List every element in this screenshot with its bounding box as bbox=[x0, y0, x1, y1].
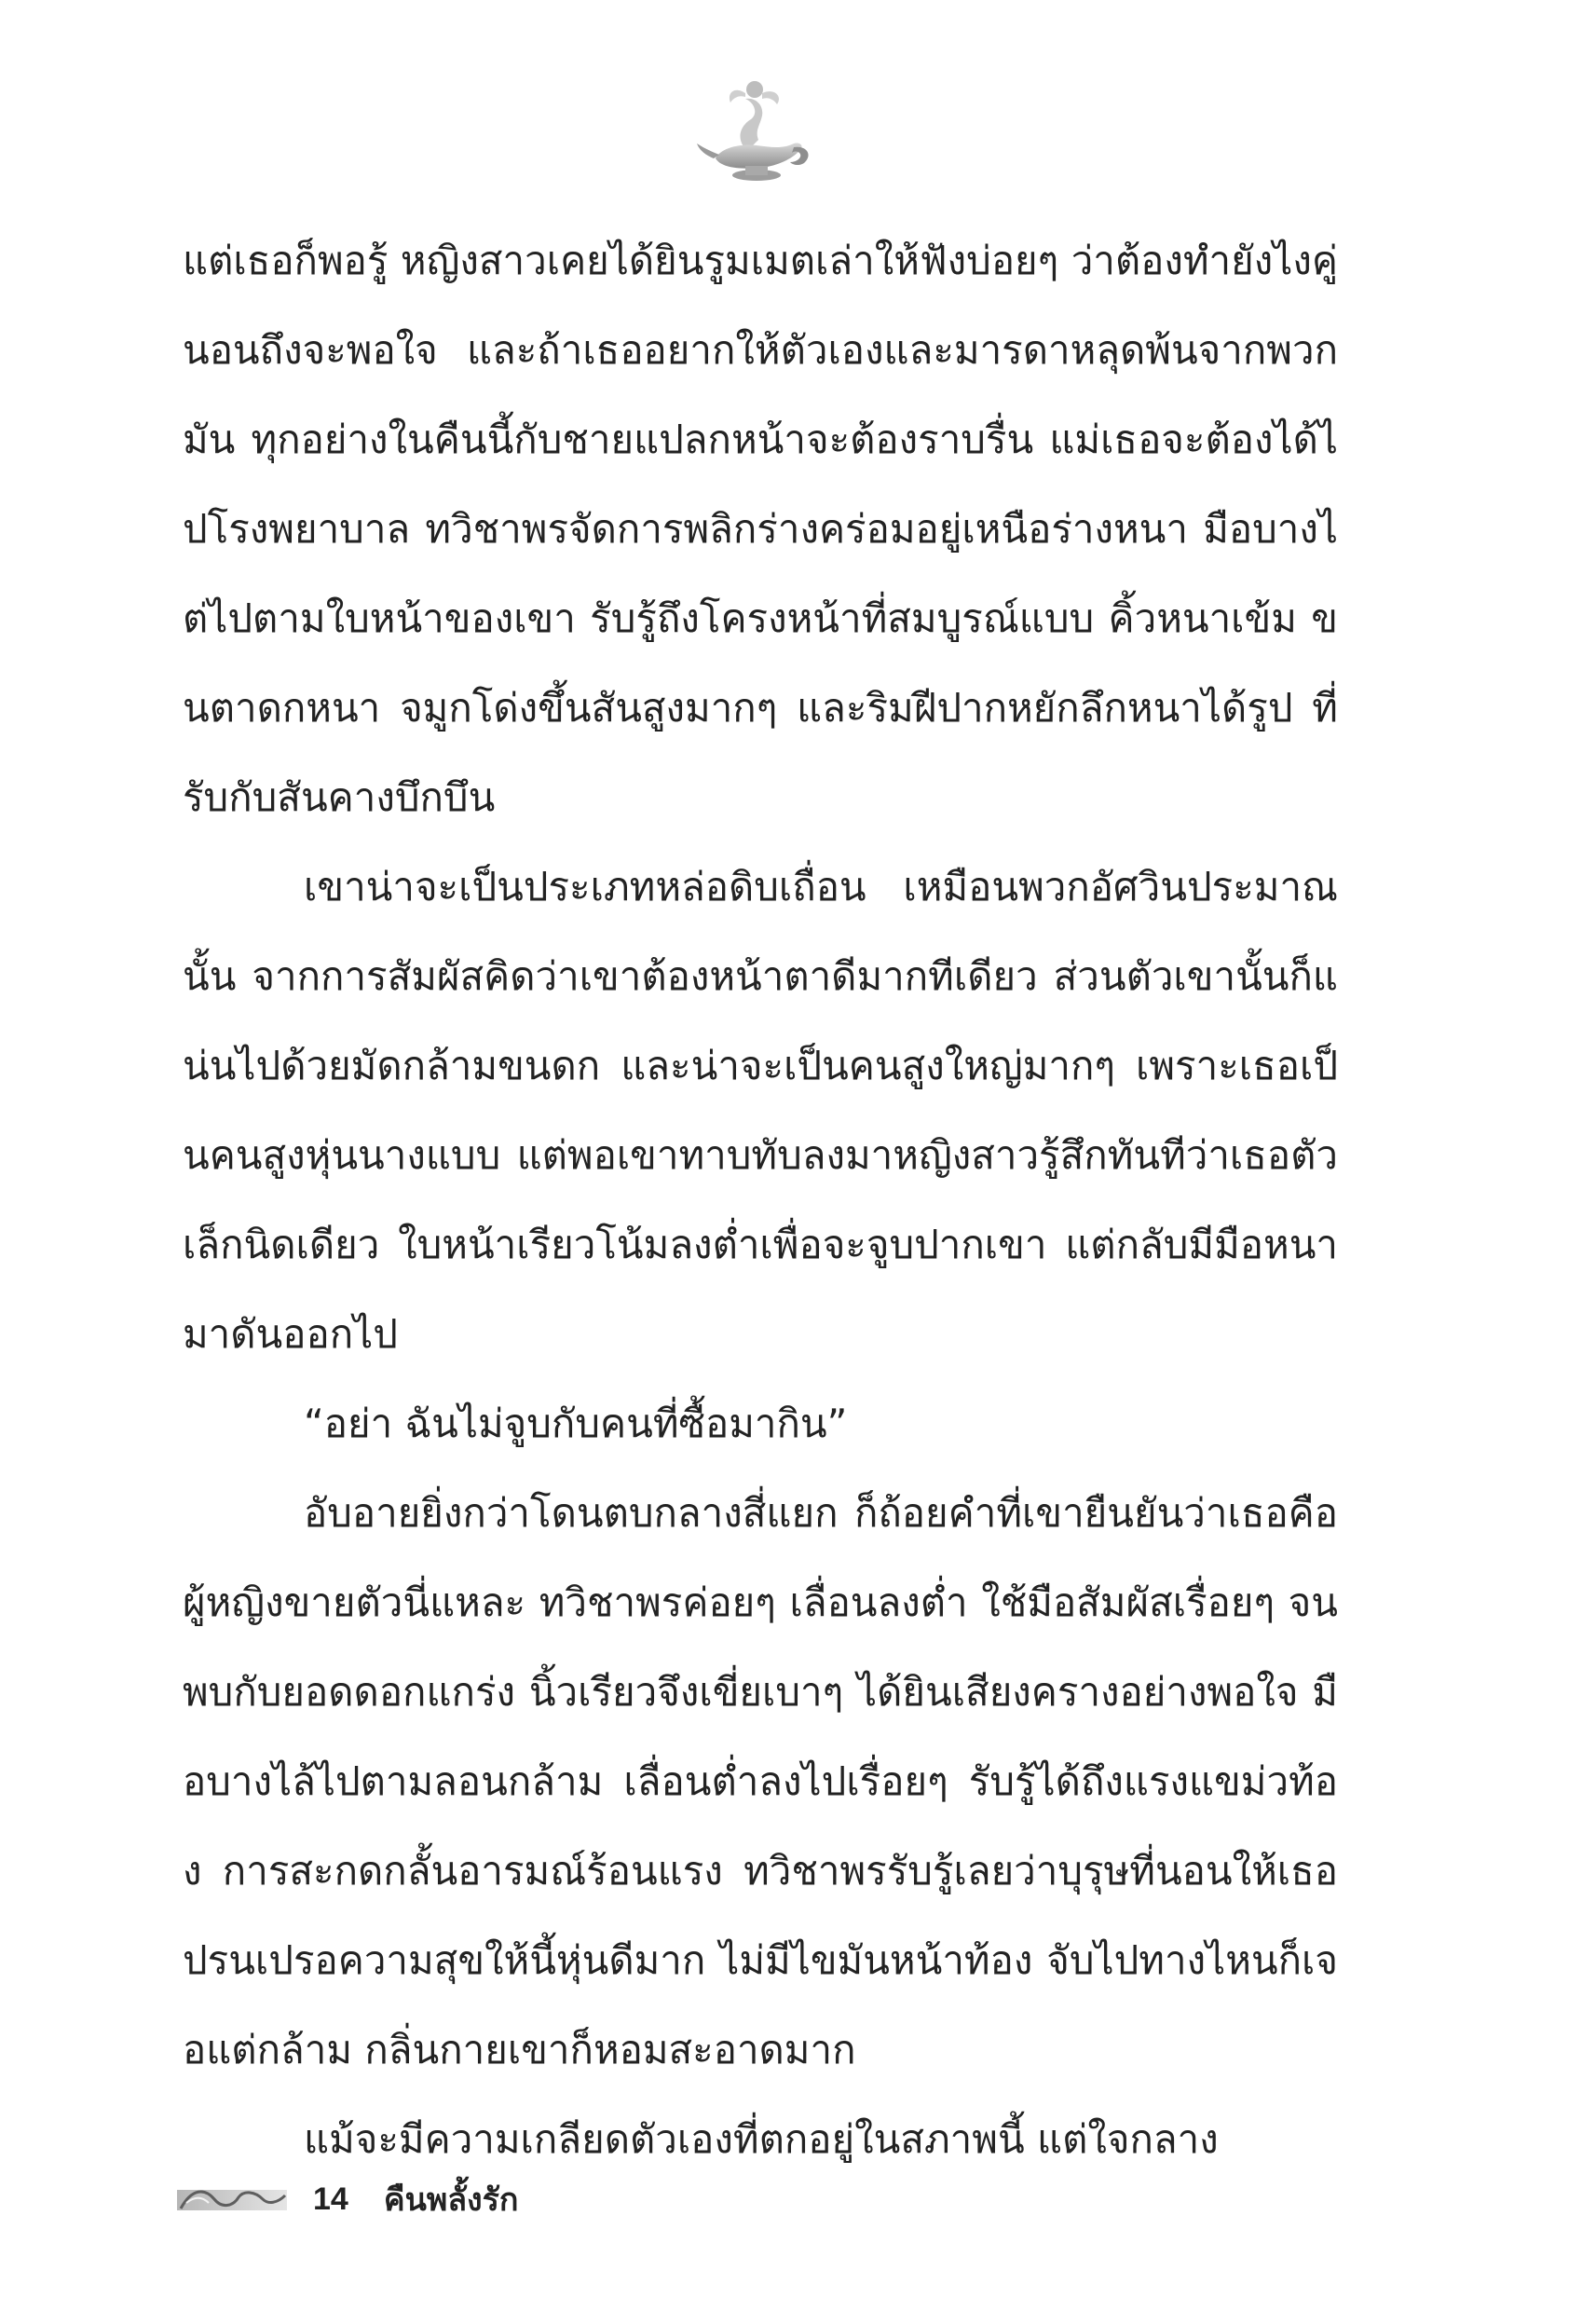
paragraph: เขาน่าจะเป็นประเภทหล่อดิบเถื่อน เหมือนพวกอัศวินประมาณนั้น จากการสัมผัสคิดว่าเขาต้องหน้าตาดีมากทีเดียว ส่วนตัวเขานั้นก็แน่นไปด้วยมัดกล้ามขนดก และน่าจะเป็นคนสูงใหญ่มากๆ เพราะเธอเป็นคนสูงหุ่นนางแบบ แต่พอเขาทาบทับลงมาหญิงสาวรู้สึกทันทีว่าเธอตัวเล็กนิดเดียว ใบหน้าเรียวโน้มลงต่ำเพื่อจะจูบปากเขา แต่กลับมีมือหนามาดันออกไป bbox=[183, 864, 1338, 1357]
paragraph: อับอายยิ่งกว่าโดนตบกลางสี่แยก ก็ถ้อยคำที่เขายืนยันว่าเธอคือผู้หญิงขายตัวนี่แหละ ทวิชาพรค่อยๆ เลื่อนลงต่ำ ใช้มือสัมผัสเรื่อยๆ จนพบกับยอดดอกแกร่ง นิ้วเรียวจึงเขี่ยเบาๆ ได้ยินเสียงครางอย่างพอใจ มือบางไล้ไปตามลอนกล้าม เลื่อนต่ำลงไปเรื่อยๆ รับรู้ได้ถึงแรงแขม่วท้อง การสะกดกลั้นอารมณ์ร้อนแรง ทวิชาพรรับรู้เลยว่าบุรุษที่นอนให้เธอปรนเปรอความสุขให้นี้หุ่นดีมาก ไม่มีไขมันหน้าท้อง จับไปทางไหนก็เจอแต่กล้าม กลิ่นกายเขาก็หอมสะอาดมาก bbox=[183, 1490, 1338, 2072]
body-text bbox=[183, 216, 1338, 2184]
paragraph: “อย่า ฉันไม่จูบกับคนที่ซื้อมากิน” bbox=[304, 1401, 848, 1446]
paragraph: แต่เธอก็พอรู้ หญิงสาวเคยได้ยินรูมเมตเล่าให้ฟังบ่อยๆ ว่าต้องทำยังไงคู่นอนถึงจะพอใจ และถ้าเธออยากให้ตัวเองและมารดาหลุดพ้นจากพวกมัน ทุกอย่างในคืนนี้กับชายแปลกหน้าจะต้องราบรื่น แม่เธอจะต้องได้ไปโรงพยาบาล ทวิชาพรจัดการพลิกร่างคร่อมอยู่เหนือร่างหนา มือบางไต่ไปตามใบหน้าของเขา รับรู้ถึงโครงหน้าที่สมบูรณ์แบบ คิ้วหนาเข้ม ขนตาดกหนา จมูกโด่งขึ้นสันสูงมากๆ และริมฝีปากหยักลึกหนาได้รูป ที่รับกับสันคางบึกบึน bbox=[183, 238, 1338, 820]
genie-lamp-icon bbox=[689, 65, 820, 196]
book-title: คืนพลั้งรัก bbox=[383, 2181, 519, 2219]
page-footer bbox=[177, 2171, 519, 2227]
page-number: 14 bbox=[313, 2181, 348, 2217]
swirl-ornament-icon bbox=[177, 2182, 287, 2216]
paragraph: แม้จะมีความเกลียดตัวเองที่ตกอยู่ในสภาพนี้ แต่ใจกลาง bbox=[304, 2116, 1219, 2162]
